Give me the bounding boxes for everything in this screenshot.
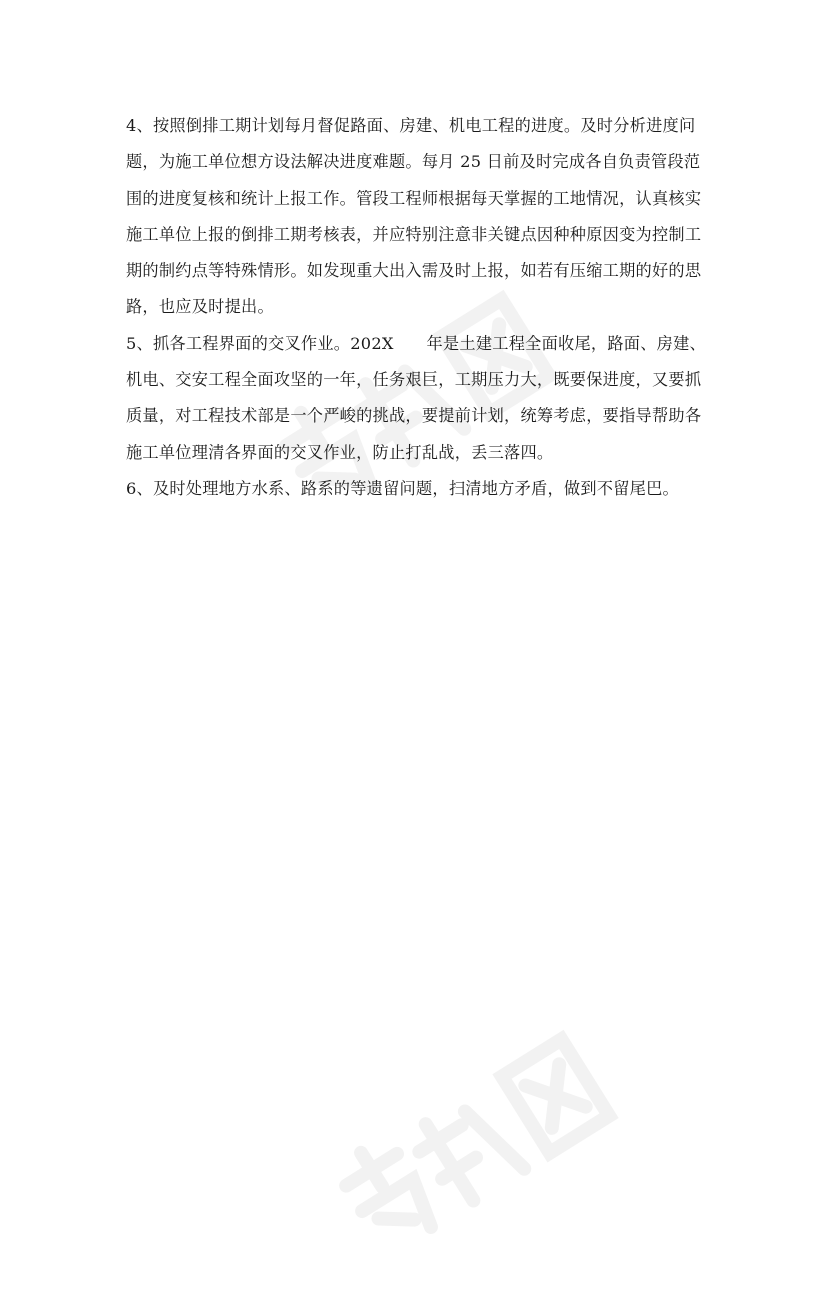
text-line: 4、按照倒排工期计划每月督促路面、房建、机电工程的进度。及时分析进度问 xyxy=(126,116,696,135)
document-body xyxy=(126,108,716,507)
text-line: 路，也应及时提出。 xyxy=(126,297,274,317)
watermark-logo-bottom xyxy=(313,1012,646,1297)
text-line: 施工单位理清各界面的交叉作业，防止打乱战，丢三落四。 xyxy=(126,442,554,462)
paragraph-4 xyxy=(126,108,716,326)
paragraph-5 xyxy=(126,326,716,471)
text-line: 围的进度复核和统计上报工作。管段工程师根据每天掌握的工地情况，认真核实 xyxy=(126,188,702,208)
text-line: 题，为施工单位想方设法解决进度难题。每月 25 日前及时完成各自负责管段范 xyxy=(126,152,701,172)
text-line: 5、抓各工程界面的交叉作业。202X 年是土建工程全面收尾，路面、房建、 xyxy=(126,333,706,353)
watermark-logo-bottom-graphic xyxy=(313,1012,631,1273)
text-line: 质量，对工程技术部是一个严峻的挑战，要提前计划，统筹考虑，要指导帮助各 xyxy=(126,406,702,426)
text-line: 6、及时处理地方水系、路系的等遗留问题，扫清地方矛盾，做到不留尾巴。 xyxy=(126,478,679,498)
text-line: 机电、交安工程全面攻坚的一年，任务艰巨，工期压力大，既要保进度，又要抓 xyxy=(126,370,702,390)
text-line: 施工单位上报的倒排工期考核表，并应特别注意非关键点因种种原因变为控制工 xyxy=(126,224,702,244)
text-line: 期的制约点等特殊情形。如发现重大出入需及时上报，如若有压缩工期的好的思 xyxy=(126,261,702,281)
paragraph-6 xyxy=(126,471,716,507)
